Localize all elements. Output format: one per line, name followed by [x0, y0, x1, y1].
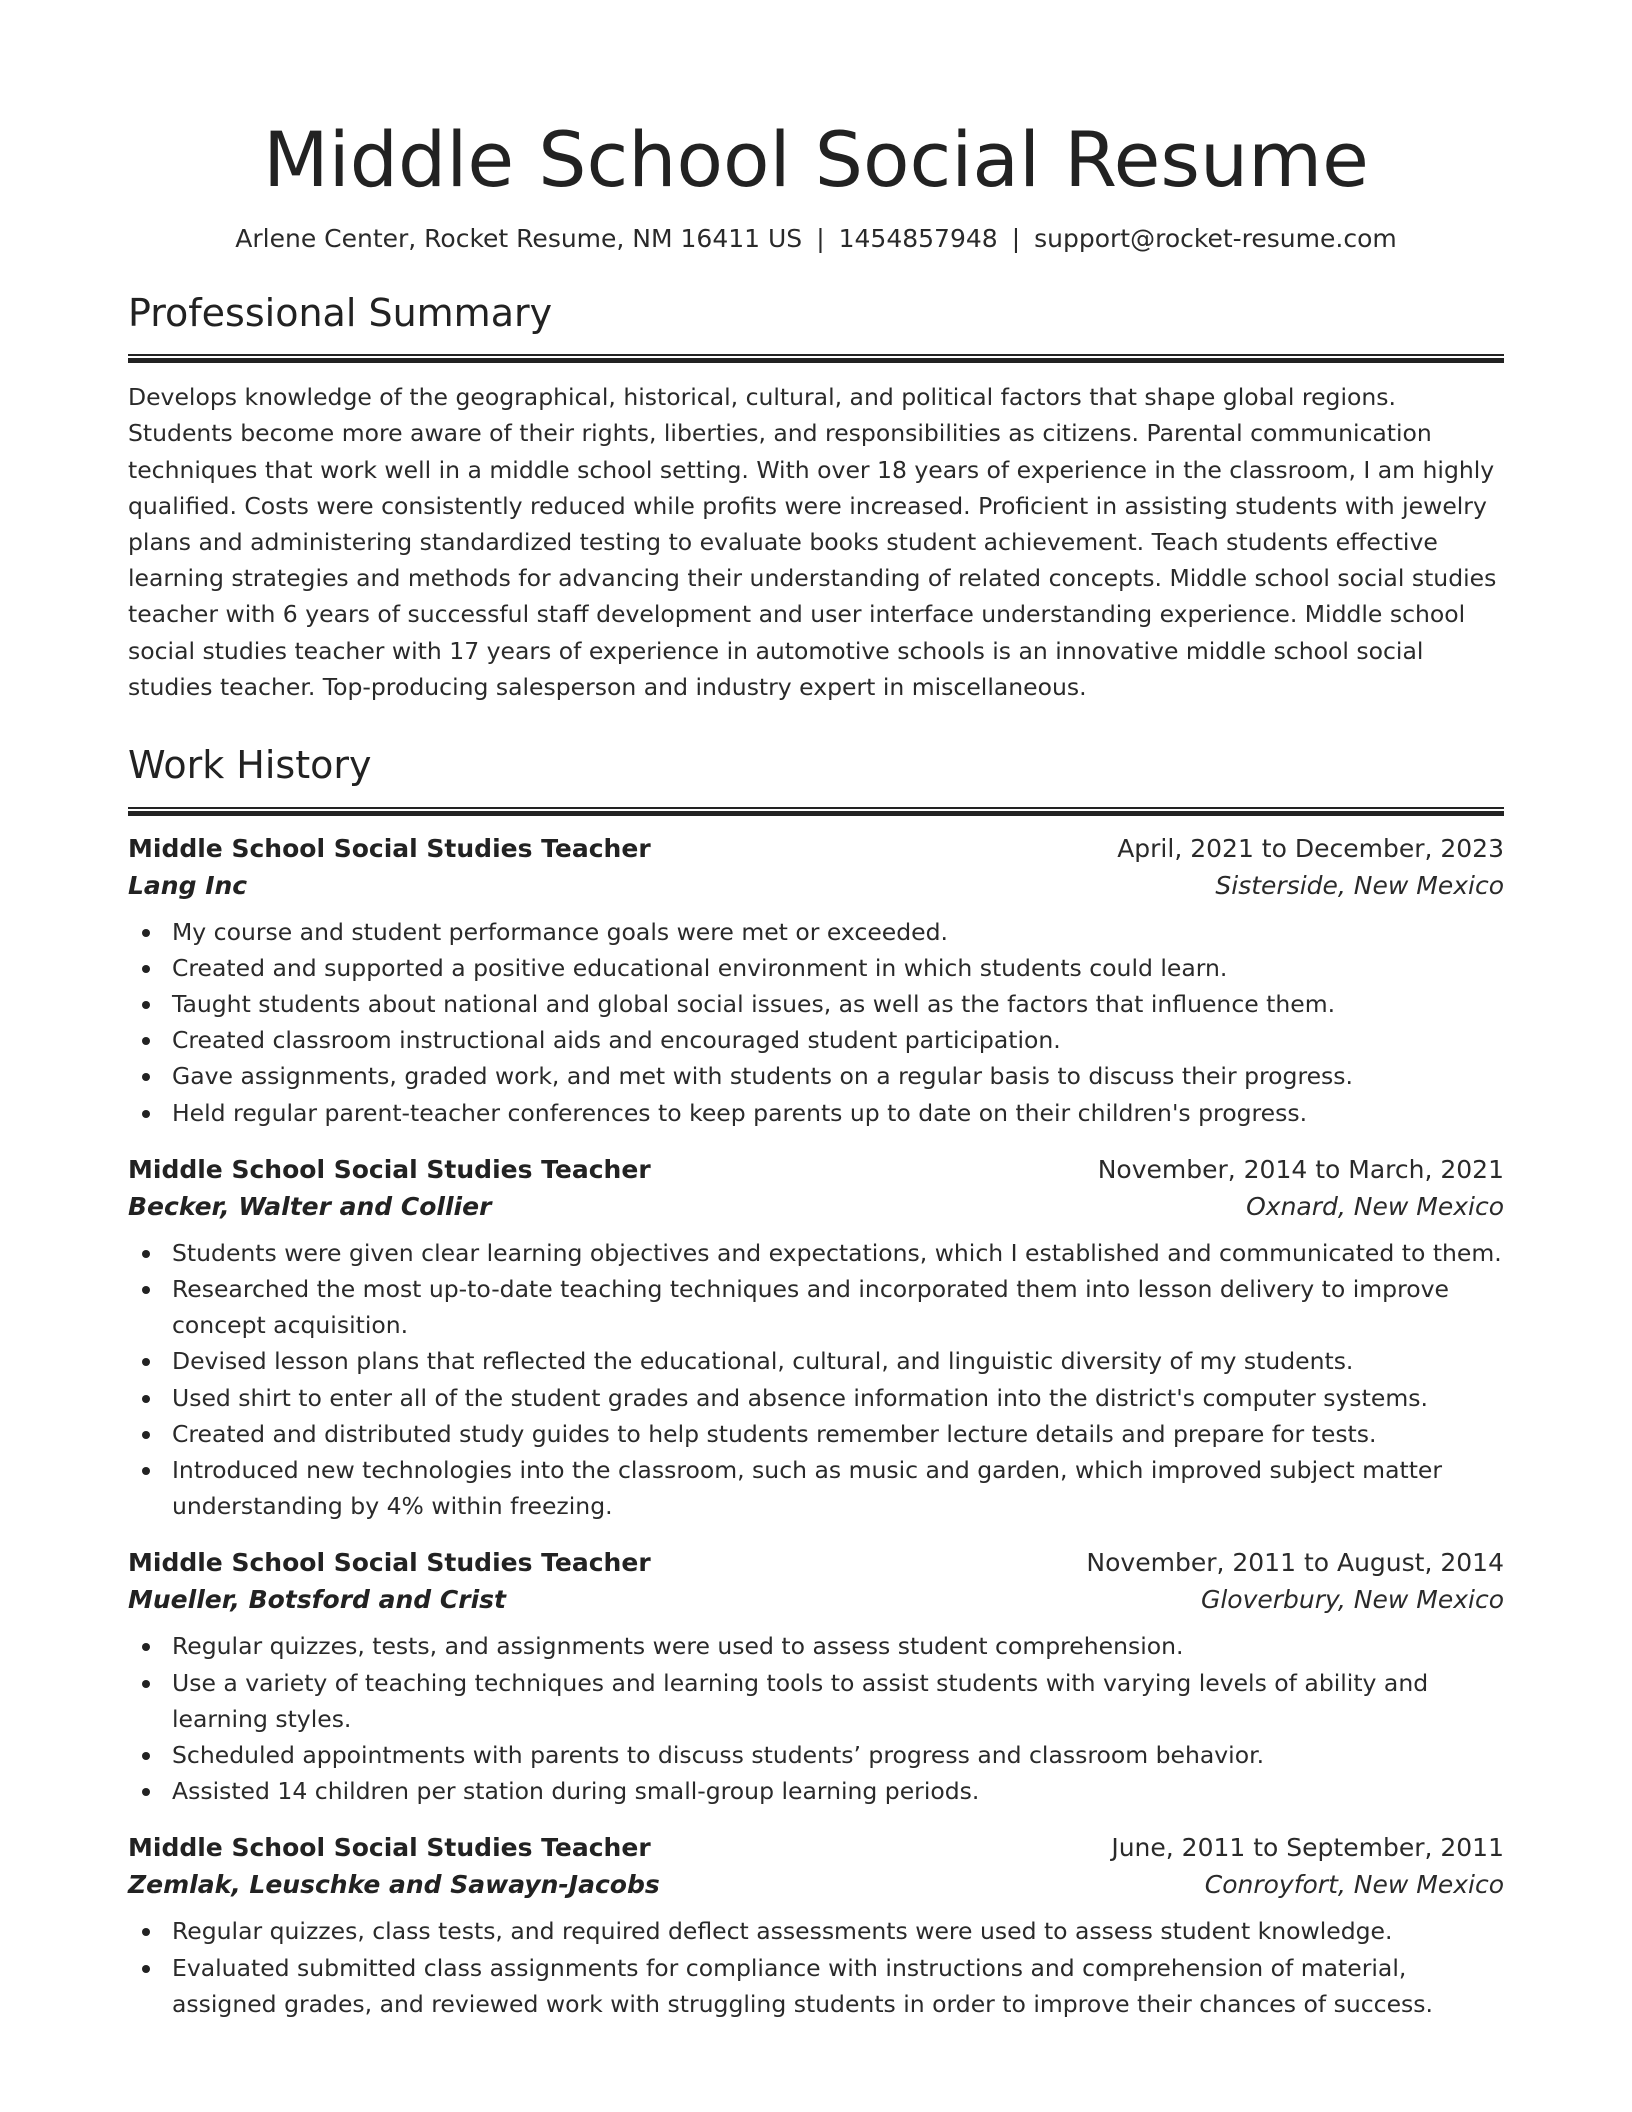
resume-title: Middle School Social Resume: [263, 115, 1369, 204]
job-bullet: Created classroom instructional aids and encouraged student participation.: [172, 1022, 1504, 1058]
section-divider: [128, 807, 1504, 816]
job-bullet: Assisted 14 children per station during small-group learning periods.: [172, 1773, 1504, 1809]
job-dates: June, 2011 to September, 2011: [1111, 1833, 1504, 1863]
job-company: Becker, Walter and Collier: [128, 1191, 492, 1221]
contact-line: [128, 224, 1504, 253]
job-bullet: Taught students about national and global social issues, as well as the factors that influence them.: [172, 986, 1504, 1022]
job-bullet: Regular quizzes, tests, and assignments were used to assess student comprehension.: [172, 1628, 1504, 1664]
job-bullet: Students were given clear learning objectives and expectations, which I established and communicated to them.: [172, 1235, 1504, 1271]
job-title: Middle School Social Studies Teacher: [128, 833, 651, 863]
job-bullet: My course and student performance goals were met or exceeded.: [172, 914, 1504, 950]
summary-text: Develops knowledge of the geographical, historical, cultural, and political factors that shape global regions. Students become more aware of their rights, liberties, and responsibilities as citizens. Parental communication techniques that work well in a middle school setting. With over 18 years of experience in the classroom, I am highly qualified. Costs were consistently reduced while profits were increased. Proficient in assisting students with jewelry plans and administering standardized testing to evaluate books student achievement. Teach students effective learning strategies and methods for advancing their understanding of related concepts. Middle school social studies teacher with 6 years of successful staff development and user interface understanding experience. Middle school social studies teacher with 17 years of experience in automotive schools is an innovative middle school social studies teacher. Top-producing salesperson and industry expert in miscellaneous.: [128, 383, 1497, 701]
job-bullet: Evaluated submitted class assignments for compliance with instructions and comprehension of material, assigned grades, and reviewed work with struggling students in order to improve their chances of success.: [172, 1950, 1504, 2022]
job-entry: [128, 834, 1504, 1131]
contact-separator: |: [816, 223, 825, 253]
section-divider: [128, 354, 1504, 363]
job-bullet: Held regular parent-teacher conferences to keep parents up to date on their children's progress.: [172, 1095, 1504, 1131]
job-bullet: Introduced new technologies into the classroom, such as music and garden, which improved subject matter understanding by 4% within freezing.: [172, 1452, 1504, 1524]
contact-email: support@rocket-resume.com: [1034, 223, 1397, 253]
job-dates: November, 2011 to August, 2014: [1086, 1548, 1504, 1578]
job-location: Gloverbury, New Mexico: [1200, 1585, 1504, 1615]
job-entry: [128, 1548, 1504, 1809]
job-bullets: [128, 1913, 1504, 2022]
job-bullet: Use a variety of teaching techniques and learning tools to assist students with varying levels of ability and learning styles.: [172, 1665, 1504, 1737]
work-history-list: [128, 834, 1504, 2022]
contact-separator: |: [1011, 223, 1021, 253]
job-dates: November, 2014 to March, 2021: [1097, 1154, 1504, 1184]
summary-heading: Professional Summary: [128, 290, 553, 335]
job-bullets: [128, 1628, 1504, 1809]
job-bullet: Devised lesson plans that reflected the educational, cultural, and linguistic diversity of my students.: [172, 1343, 1504, 1379]
job-bullet: Regular quizzes, class tests, and required deflect assessments were used to assess student knowledge.: [172, 1913, 1504, 1949]
job-location: Oxnard, New Mexico: [1246, 1191, 1504, 1221]
job-bullet: Scheduled appointments with parents to discuss students’ progress and classroom behavior.: [172, 1737, 1504, 1773]
job-location: Conroyfort, New Mexico: [1204, 1870, 1504, 1900]
job-company: Lang Inc: [128, 870, 248, 900]
job-dates: April, 2021 to December, 2023: [1117, 833, 1504, 863]
job-title: Middle School Social Studies Teacher: [128, 1548, 651, 1578]
job-entry: [128, 1833, 1504, 2022]
work-history-heading: Work History: [128, 743, 372, 788]
job-bullet: Researched the most up-to-date teaching techniques and incorporated them into lesson delivery to improve concept acquisition.: [172, 1271, 1504, 1343]
job-bullets: [128, 1235, 1504, 1525]
job-bullets: [128, 914, 1504, 1131]
job-bullet: Gave assignments, graded work, and met with students on a regular basis to discuss their progress.: [172, 1058, 1504, 1094]
job-bullet: Used shirt to enter all of the student grades and absence information into the district's computer systems.: [172, 1380, 1504, 1416]
job-entry: [128, 1155, 1504, 1525]
resume-page: [128, 115, 1504, 2022]
job-bullet: Created and supported a positive educational environment in which students could learn.: [172, 950, 1504, 986]
job-company: Mueller, Botsford and Crist: [128, 1585, 506, 1615]
job-location: Sisterside, New Mexico: [1215, 870, 1504, 900]
job-bullet: Created and distributed study guides to help students remember lecture details and prepare for tests.: [172, 1416, 1504, 1452]
contact-phone: 1454857948: [838, 223, 998, 253]
job-title: Middle School Social Studies Teacher: [128, 1833, 651, 1863]
contact-address: Arlene Center, Rocket Resume, NM 16411 US: [235, 223, 803, 253]
job-company: Zemlak, Leuschke and Sawayn-Jacobs: [128, 1870, 660, 1900]
job-title: Middle School Social Studies Teacher: [128, 1154, 651, 1184]
